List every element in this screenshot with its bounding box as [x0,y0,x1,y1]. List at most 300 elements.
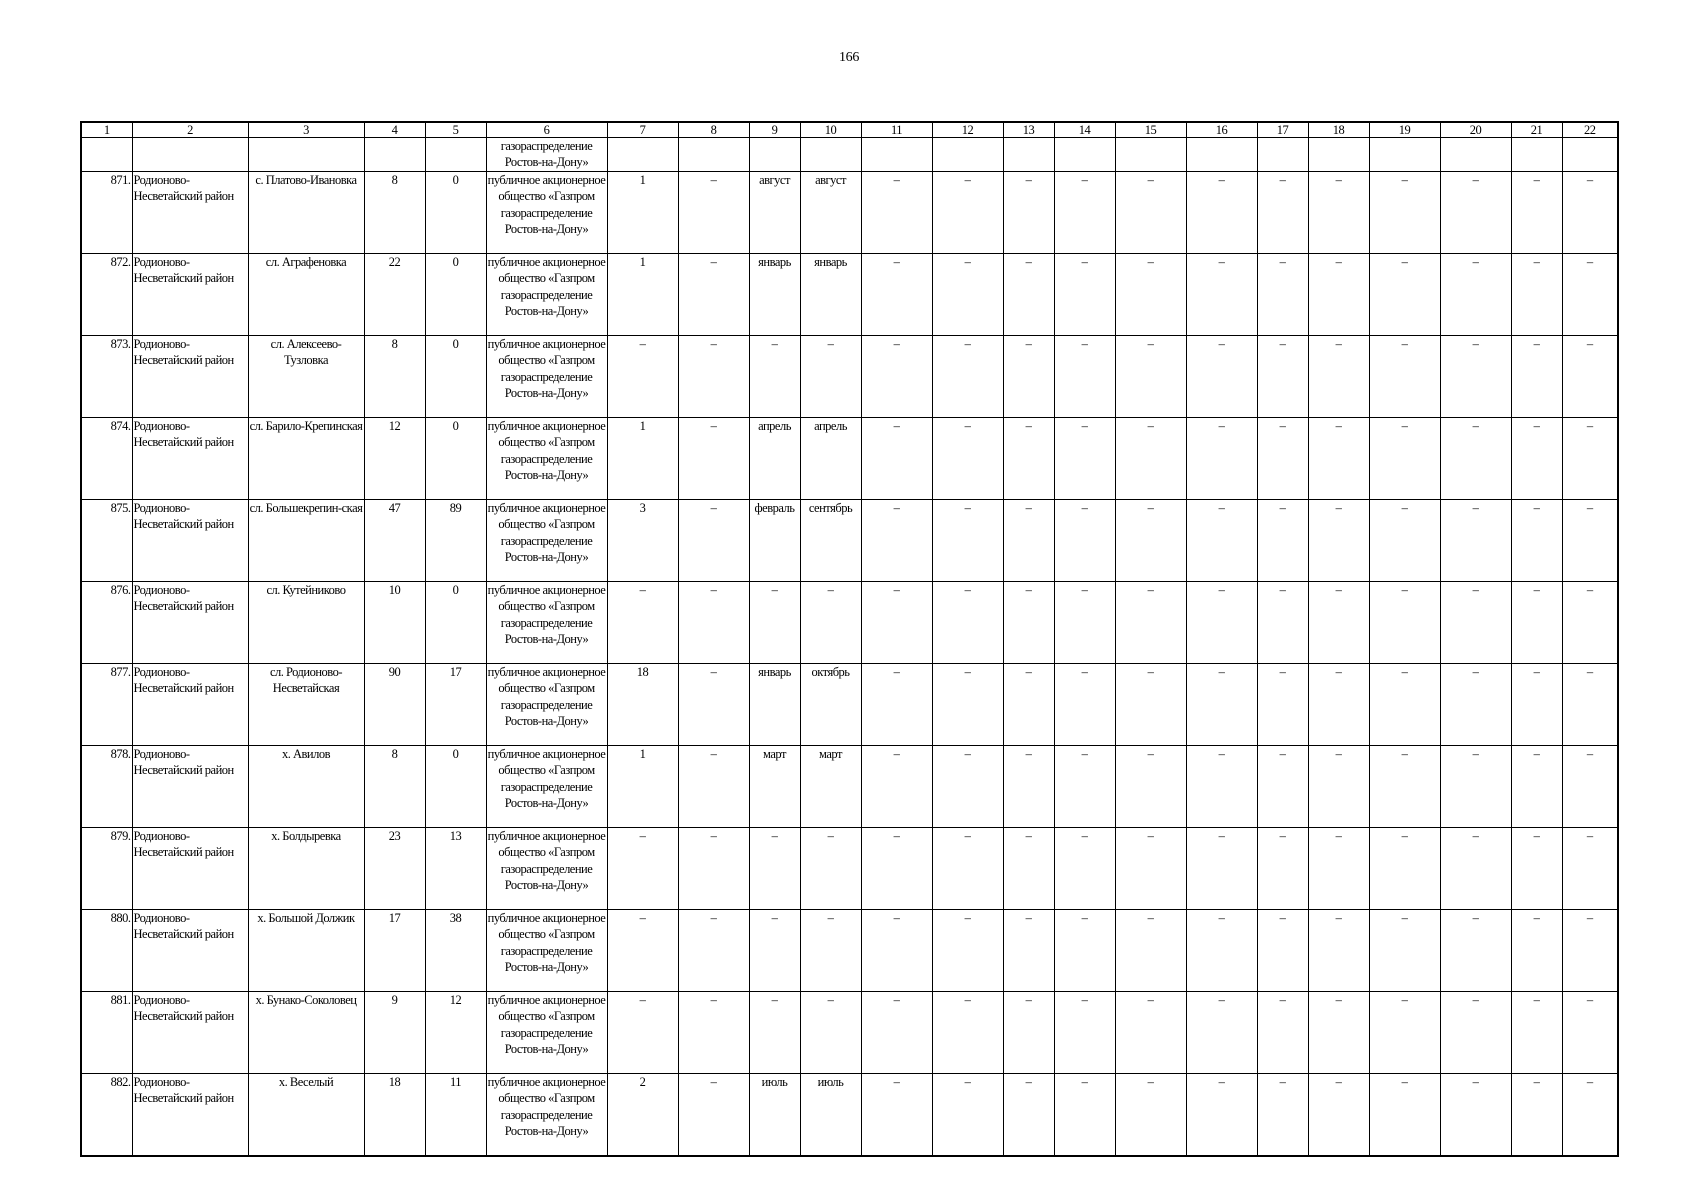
column-header-20: 20 [1440,122,1511,138]
cell-col-20: – [1440,171,1511,253]
cell-org: публичное акционерное общество «Газпром газораспределение Ростов-на-Дону» [486,663,607,745]
cell-c5: 12 [425,991,486,1073]
cell-c8: – [678,909,749,991]
cell-org: публичное акционерное общество «Газпром газораспределение Ростов-на-Дону» [486,499,607,581]
cell-c10: март [800,745,861,827]
cell-col-12: – [932,335,1003,417]
cell-col-21: – [1511,417,1562,499]
cell-col-18: – [1308,991,1369,1073]
cell-col-19: – [1369,253,1440,335]
gasification-table [80,121,1619,1157]
cell [248,138,364,172]
table-row [81,417,1618,499]
cell-col-20: – [1440,581,1511,663]
cell-col-12: – [932,745,1003,827]
cell-c7: – [607,827,678,909]
cell-col-15: – [1115,909,1186,991]
cell-org: публичное акционерное общество «Газпром газораспределение Ростов-на-Дону» [486,1073,607,1156]
cell-c5: 0 [425,581,486,663]
cell-col-15: – [1115,1073,1186,1156]
cell-col-12: – [932,1073,1003,1156]
cell-c7: – [607,581,678,663]
cell-num: 872. [81,253,132,335]
table-row [81,335,1618,417]
cell-settlement: сл. Барило-Крепинская [248,417,364,499]
cell-c7: 1 [607,171,678,253]
table-row [81,499,1618,581]
cell-c8: – [678,581,749,663]
cell-col-13: – [1003,171,1054,253]
column-header-13: 13 [1003,122,1054,138]
cell-settlement: х. Бунако-Соколовец [248,991,364,1073]
column-header-9: 9 [749,122,800,138]
cell-col-14: – [1054,909,1115,991]
cell-col-12: – [932,499,1003,581]
cell-col-14: – [1054,499,1115,581]
page-number: 166 [838,50,860,65]
cell-col-13: – [1003,253,1054,335]
cell-c4: 18 [364,1073,425,1156]
cell-col-12: – [932,253,1003,335]
cell-col-20: – [1440,253,1511,335]
cell-col-13: – [1003,581,1054,663]
column-header-12: 12 [932,122,1003,138]
cell [1511,138,1562,172]
table-row [81,171,1618,253]
cell-c4: 10 [364,581,425,663]
cell-col-20: – [1440,991,1511,1073]
cell-settlement: сл. Алексеево-Тузловка [248,335,364,417]
cell-col-20: – [1440,335,1511,417]
cell-c5: 38 [425,909,486,991]
cell-c10: август [800,171,861,253]
cell-c5: 0 [425,417,486,499]
cell-col-22: – [1562,171,1618,253]
cell-org: публичное акционерное общество «Газпром газораспределение Ростов-на-Дону» [486,581,607,663]
cell-col-14: – [1054,827,1115,909]
column-header-19: 19 [1369,122,1440,138]
cell-c5: 11 [425,1073,486,1156]
cell-col-13: – [1003,827,1054,909]
cell: газораспределение Ростов-на-Дону» [486,138,607,172]
cell-col-18: – [1308,253,1369,335]
cell-col-17: – [1257,581,1308,663]
cell-col-11: – [861,827,932,909]
cell [800,138,861,172]
cell-c9: февраль [749,499,800,581]
cell-district: Родионово-Несветайский район [132,253,248,335]
cell-col-19: – [1369,827,1440,909]
cell-col-16: – [1186,253,1257,335]
cell [607,138,678,172]
cell-col-18: – [1308,335,1369,417]
column-header-15: 15 [1115,122,1186,138]
cell-col-16: – [1186,417,1257,499]
cell-col-22: – [1562,909,1618,991]
cell-c9: январь [749,663,800,745]
cell [1186,138,1257,172]
cell-num: 877. [81,663,132,745]
cell [1115,138,1186,172]
cell-org: публичное акционерное общество «Газпром газораспределение Ростов-на-Дону» [486,827,607,909]
cell-col-19: – [1369,171,1440,253]
cell-col-21: – [1511,253,1562,335]
cell-col-19: – [1369,991,1440,1073]
cell-district: Родионово-Несветайский район [132,745,248,827]
cell-c10: – [800,827,861,909]
cell-col-13: – [1003,335,1054,417]
cell-district: Родионово-Несветайский район [132,991,248,1073]
cell-col-19: – [1369,335,1440,417]
cell [425,138,486,172]
cell-c7: – [607,909,678,991]
cell-col-12: – [932,417,1003,499]
cell-col-21: – [1511,663,1562,745]
cell-col-13: – [1003,499,1054,581]
cell-col-20: – [1440,909,1511,991]
cell-col-11: – [861,745,932,827]
table-row [81,663,1618,745]
cell-col-12: – [932,663,1003,745]
cell-col-19: – [1369,909,1440,991]
cell-col-19: – [1369,499,1440,581]
cell-settlement: сл. Кутейниково [248,581,364,663]
cell-num: 880. [81,909,132,991]
cell-col-21: – [1511,171,1562,253]
cell-col-21: – [1511,335,1562,417]
cell-col-12: – [932,909,1003,991]
cell-col-17: – [1257,417,1308,499]
cell-c10: сентябрь [800,499,861,581]
cell [1308,138,1369,172]
cell-col-17: – [1257,909,1308,991]
cell-org: публичное акционерное общество «Газпром газораспределение Ростов-на-Дону» [486,417,607,499]
column-header-17: 17 [1257,122,1308,138]
table-row [81,581,1618,663]
cell-col-15: – [1115,417,1186,499]
cell-col-14: – [1054,253,1115,335]
cell-c10: – [800,335,861,417]
cell-col-22: – [1562,1073,1618,1156]
cell-settlement: х. Большой Должик [248,909,364,991]
cell-col-11: – [861,909,932,991]
cell-col-20: – [1440,417,1511,499]
cell-c4: 8 [364,745,425,827]
cell-c4: 23 [364,827,425,909]
cell-col-21: – [1511,745,1562,827]
column-header-1: 1 [81,122,132,138]
column-header-4: 4 [364,122,425,138]
cell-num: 882. [81,1073,132,1156]
cell-col-11: – [861,253,932,335]
cell-col-14: – [1054,171,1115,253]
table-row [81,1073,1618,1156]
cell-col-19: – [1369,745,1440,827]
cell-col-17: – [1257,745,1308,827]
cell [81,138,132,172]
cell [932,138,1003,172]
cell-col-14: – [1054,991,1115,1073]
cell-col-21: – [1511,1073,1562,1156]
cell-col-18: – [1308,1073,1369,1156]
table-row [81,991,1618,1073]
table-row [81,253,1618,335]
cell-num: 881. [81,991,132,1073]
cell-col-14: – [1054,663,1115,745]
cell-settlement: сл. Большекрепин-ская [248,499,364,581]
cell [1054,138,1115,172]
cell-col-17: – [1257,663,1308,745]
cell-col-13: – [1003,663,1054,745]
cell-col-14: – [1054,581,1115,663]
cell-org: публичное акционерное общество «Газпром газораспределение Ростов-на-Дону» [486,991,607,1073]
cell-col-13: – [1003,1073,1054,1156]
cell-num: 878. [81,745,132,827]
cell-district: Родионово-Несветайский район [132,909,248,991]
cell-c10: – [800,991,861,1073]
cell-c8: – [678,253,749,335]
cell-col-15: – [1115,499,1186,581]
cell-col-16: – [1186,581,1257,663]
cell-col-22: – [1562,499,1618,581]
cell [1003,138,1054,172]
cell-c7: – [607,335,678,417]
cell-col-19: – [1369,1073,1440,1156]
cell-c8: – [678,171,749,253]
cell-col-11: – [861,581,932,663]
column-header-14: 14 [1054,122,1115,138]
cell-col-21: – [1511,499,1562,581]
cell-col-21: – [1511,909,1562,991]
cell-c7: 2 [607,1073,678,1156]
column-number-header [81,122,1618,138]
cell [132,138,248,172]
cell-col-22: – [1562,745,1618,827]
cell-c10: январь [800,253,861,335]
cell-col-14: – [1054,417,1115,499]
cell-district: Родионово-Несветайский район [132,335,248,417]
cell-district: Родионово-Несветайский район [132,581,248,663]
cell-c5: 0 [425,171,486,253]
cell [1440,138,1511,172]
cell-district: Родионово-Несветайский район [132,171,248,253]
cell-col-22: – [1562,991,1618,1073]
cell-c8: – [678,499,749,581]
cell-c5: 0 [425,335,486,417]
cell-col-19: – [1369,417,1440,499]
cell [749,138,800,172]
cell-col-13: – [1003,745,1054,827]
cell-c7: – [607,991,678,1073]
cell-col-22: – [1562,253,1618,335]
cell-c8: – [678,1073,749,1156]
cell-c10: июль [800,1073,861,1156]
cell-district: Родионово-Несветайский район [132,417,248,499]
column-header-22: 22 [1562,122,1618,138]
cell-c5: 0 [425,253,486,335]
cell-org: публичное акционерное общество «Газпром газораспределение Ростов-на-Дону» [486,909,607,991]
column-header-11: 11 [861,122,932,138]
cell [1369,138,1440,172]
cell-num: 873. [81,335,132,417]
cell-col-15: – [1115,171,1186,253]
cell-settlement: с. Платово-Ивановка [248,171,364,253]
cell-c8: – [678,745,749,827]
cell-col-22: – [1562,581,1618,663]
cell-settlement: х. Веселый [248,1073,364,1156]
cell-col-11: – [861,171,932,253]
cell-c4: 90 [364,663,425,745]
column-header-2: 2 [132,122,248,138]
cell-col-14: – [1054,1073,1115,1156]
cell-col-17: – [1257,253,1308,335]
cell-c8: – [678,335,749,417]
cell-col-16: – [1186,663,1257,745]
cell-col-15: – [1115,335,1186,417]
cell-district: Родионово-Несветайский район [132,1073,248,1156]
column-header-10: 10 [800,122,861,138]
cell-col-12: – [932,581,1003,663]
cell-col-21: – [1511,827,1562,909]
cell-c7: 3 [607,499,678,581]
cell-num: 871. [81,171,132,253]
cell-col-14: – [1054,745,1115,827]
cell-c5: 17 [425,663,486,745]
table-row [81,745,1618,827]
cell-col-18: – [1308,827,1369,909]
cell-col-15: – [1115,581,1186,663]
column-header-3: 3 [248,122,364,138]
cell-col-16: – [1186,991,1257,1073]
cell-c4: 12 [364,417,425,499]
cell-district: Родионово-Несветайский район [132,663,248,745]
cell-col-18: – [1308,171,1369,253]
column-header-5: 5 [425,122,486,138]
cell-district: Родионово-Несветайский район [132,827,248,909]
cell-col-14: – [1054,335,1115,417]
cell-col-20: – [1440,663,1511,745]
cell-c5: 13 [425,827,486,909]
cell-col-20: – [1440,745,1511,827]
cell-col-18: – [1308,663,1369,745]
cell-c9: август [749,171,800,253]
cell-num: 879. [81,827,132,909]
cell-col-17: – [1257,991,1308,1073]
cell-c9: апрель [749,417,800,499]
cell-col-17: – [1257,171,1308,253]
cell-district: Родионово-Несветайский район [132,499,248,581]
column-header-8: 8 [678,122,749,138]
table-row [81,827,1618,909]
cell [364,138,425,172]
cell-c10: октябрь [800,663,861,745]
cell-col-18: – [1308,581,1369,663]
cell-c9: – [749,581,800,663]
cell-col-13: – [1003,417,1054,499]
cell-col-17: – [1257,1073,1308,1156]
cell-col-21: – [1511,581,1562,663]
table-row-continuation [81,138,1618,172]
cell-col-18: – [1308,499,1369,581]
cell-col-16: – [1186,745,1257,827]
cell-c8: – [678,417,749,499]
cell-col-17: – [1257,335,1308,417]
cell-col-12: – [932,991,1003,1073]
column-header-21: 21 [1511,122,1562,138]
cell-c8: – [678,827,749,909]
cell-col-12: – [932,171,1003,253]
cell-col-16: – [1186,827,1257,909]
cell-col-22: – [1562,417,1618,499]
cell-col-12: – [932,827,1003,909]
cell [678,138,749,172]
cell-org: публичное акционерное общество «Газпром газораспределение Ростов-на-Дону» [486,171,607,253]
cell-col-13: – [1003,991,1054,1073]
cell-c7: 1 [607,745,678,827]
cell [861,138,932,172]
cell-c5: 89 [425,499,486,581]
cell-col-22: – [1562,335,1618,417]
cell-settlement: сл. Аграфеновка [248,253,364,335]
cell-col-20: – [1440,1073,1511,1156]
cell-c9: – [749,335,800,417]
cell-c4: 22 [364,253,425,335]
cell-col-11: – [861,1073,932,1156]
cell-col-15: – [1115,253,1186,335]
column-header-6: 6 [486,122,607,138]
cell-col-20: – [1440,499,1511,581]
cell-col-19: – [1369,581,1440,663]
cell-col-21: – [1511,991,1562,1073]
cell-num: 875. [81,499,132,581]
cell-c4: 9 [364,991,425,1073]
cell-settlement: х. Болдыревка [248,827,364,909]
table-row [81,909,1618,991]
cell-c10: – [800,581,861,663]
cell-col-16: – [1186,171,1257,253]
cell-c10: – [800,909,861,991]
cell-col-16: – [1186,1073,1257,1156]
cell-col-16: – [1186,335,1257,417]
cell-c9: январь [749,253,800,335]
column-header-16: 16 [1186,122,1257,138]
cell-col-15: – [1115,991,1186,1073]
cell [1562,138,1618,172]
cell-col-18: – [1308,417,1369,499]
cell-c9: июль [749,1073,800,1156]
cell-col-15: – [1115,745,1186,827]
cell-col-11: – [861,417,932,499]
cell-col-19: – [1369,663,1440,745]
cell-col-15: – [1115,663,1186,745]
cell-org: публичное акционерное общество «Газпром газораспределение Ростов-на-Дону» [486,335,607,417]
cell-c10: апрель [800,417,861,499]
cell-c4: 8 [364,335,425,417]
cell-c7: 1 [607,417,678,499]
cell-col-13: – [1003,909,1054,991]
cell-c7: 18 [607,663,678,745]
cell-c9: – [749,991,800,1073]
cell-col-20: – [1440,827,1511,909]
cell [1257,138,1308,172]
cell-c4: 8 [364,171,425,253]
cell-c7: 1 [607,253,678,335]
column-header-7: 7 [607,122,678,138]
cell-c9: март [749,745,800,827]
cell-c5: 0 [425,745,486,827]
cell-c4: 47 [364,499,425,581]
cell-col-11: – [861,335,932,417]
